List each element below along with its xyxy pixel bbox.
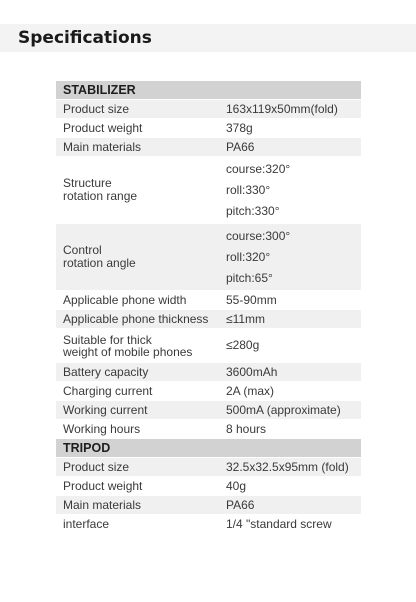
- spec-value: [221, 224, 361, 290]
- spec-row: [56, 138, 361, 156]
- spec-row: [56, 382, 361, 400]
- spec-value: [221, 477, 361, 495]
- spec-value-line: roll:320°: [226, 249, 271, 264]
- spec-label: Product size: [63, 101, 130, 116]
- spec-value-line: course:300°: [226, 228, 291, 243]
- spec-row: [56, 119, 361, 137]
- spec-label: Product size: [63, 459, 130, 474]
- spec-label: Battery capacity: [63, 364, 149, 379]
- spec-label: Working hours: [63, 421, 141, 436]
- spec-value-line: roll:330°: [226, 182, 271, 197]
- spec-row: [56, 100, 361, 118]
- section-header-tripod: TRIPOD: [56, 439, 361, 457]
- spec-value: [221, 420, 361, 438]
- spec-value: [221, 291, 361, 309]
- spec-label: Control rotation angle: [63, 243, 136, 270]
- tripod-rows: [56, 458, 361, 533]
- spec-row: [56, 363, 361, 381]
- page-title: Specifications: [18, 28, 152, 48]
- spec-value-line: 163x119x50mm(fold): [226, 102, 338, 116]
- spec-label: Main materials: [63, 497, 142, 512]
- spec-value-line: ≤280g: [226, 338, 260, 352]
- spec-row: [56, 224, 361, 290]
- spec-row: [56, 477, 361, 495]
- spec-value: [221, 401, 361, 419]
- spec-value-line: 2A (max): [226, 384, 275, 398]
- spec-value: [221, 138, 361, 156]
- spec-value: [221, 458, 361, 476]
- spec-row: [56, 515, 361, 533]
- spec-label: Suitable for thick weight of mobile phones: [63, 332, 193, 359]
- spec-value-line: 1/4 "standard screw: [226, 517, 332, 531]
- spec-value-line: PA66: [226, 140, 255, 154]
- spec-value: [221, 382, 361, 400]
- spec-label: Product weight: [63, 478, 143, 493]
- spec-value-line: 8 hours: [226, 422, 267, 436]
- spec-value: [221, 515, 361, 533]
- spec-label: Structure rotation range: [63, 176, 138, 203]
- spec-value-line: 55-90mm: [226, 293, 277, 307]
- spec-value-line: pitch:65°: [226, 270, 273, 285]
- spec-value-line: course:320°: [226, 161, 291, 176]
- spec-row: [56, 291, 361, 309]
- spec-table: [56, 81, 361, 534]
- spec-value: [221, 310, 361, 328]
- stabilizer-rows: [56, 100, 361, 438]
- spec-row: [56, 496, 361, 514]
- spec-value: [221, 363, 361, 381]
- section-header-stabilizer: STABILIZER: [56, 81, 361, 99]
- spec-row: [56, 329, 361, 362]
- spec-label: Charging current: [63, 383, 153, 398]
- spec-row: [56, 420, 361, 438]
- spec-value-line: 3600mAh: [226, 365, 278, 379]
- spec-value: [221, 100, 361, 118]
- spec-label: interface: [63, 516, 110, 531]
- spec-value-line: 378g: [226, 121, 253, 135]
- spec-value: [221, 119, 361, 137]
- spec-label: Main materials: [63, 139, 142, 154]
- spec-value-line: ≤11mm: [226, 312, 266, 326]
- spec-value-line: 500mA (approximate): [226, 403, 341, 417]
- spec-value-line: PA66: [226, 498, 255, 512]
- spec-label: Applicable phone width: [63, 292, 187, 307]
- spec-value-line: 32.5x32.5x95mm (fold): [226, 460, 349, 474]
- spec-row: [56, 458, 361, 476]
- spec-value: [221, 157, 361, 223]
- spec-value: [221, 329, 361, 362]
- spec-value-line: 40g: [226, 479, 247, 493]
- spec-label: Working current: [63, 402, 148, 417]
- spec-row: [56, 401, 361, 419]
- spec-row: [56, 157, 361, 223]
- spec-label: Applicable phone thickness: [63, 311, 209, 326]
- spec-label: Product weight: [63, 120, 143, 135]
- spec-row: [56, 310, 361, 328]
- spec-value-line: pitch:330°: [226, 203, 280, 218]
- spec-value: [221, 496, 361, 514]
- page-header: [0, 24, 416, 52]
